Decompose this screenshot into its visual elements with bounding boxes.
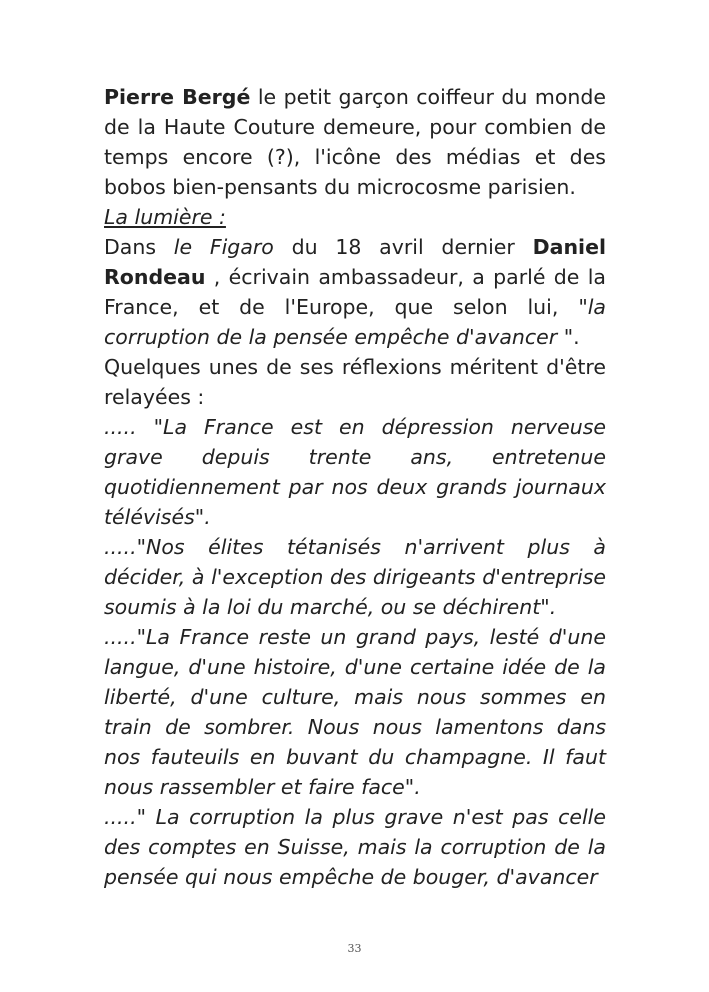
p2-text-4: ". <box>557 325 580 349</box>
section-heading: La lumière : <box>104 205 226 229</box>
p2-text-2: du 18 avril dernier <box>273 235 533 259</box>
quote-paragraph: ....." La corruption la plus grave n'est pas celle des comptes en Suisse, mais la corruption de la pensée qui nous empêche de bouger, d'avancer <box>104 805 606 889</box>
rondeau-paragraph <box>104 232 606 352</box>
document-body <box>104 82 606 892</box>
intro-text: le petit garçon coiffeur du monde de la Haute Couture demeure, pour combien de temps encore (?), l'icône des médias et des bobos bien-pensants du microcosme parisien. <box>104 85 606 199</box>
newspaper-title: le Figaro <box>173 235 274 259</box>
page-number: 33 <box>347 942 362 955</box>
intro-paragraph <box>104 82 606 202</box>
p2-text-3: , écrivain ambassadeur, a parlé de la France, et de l'Europe, que selon lui, <box>104 265 606 319</box>
relay-paragraph: Quelques unes de ses réflexions méritent d'être relayées : <box>104 355 606 409</box>
person-name: Pierre Bergé <box>104 85 251 109</box>
quote-paragraph: ..... "La France est en dépression nerveuse grave depuis trente ans, entretenue quotidiennement par nos deux grands journaux télévisés". <box>104 415 606 529</box>
author-name: Daniel Rondeau <box>104 235 607 289</box>
quote-paragraph: ....."La France reste un grand pays, lesté d'une langue, d'une histoire, d'une certaine idée de la liberté, d'une culture, mais nous sommes en train de sombrer. Nous nous lamentons dans nos fauteuils en buvant du champagne. Il faut nous rassembler et faire face". <box>104 625 606 799</box>
p2-quote: "la corruption de la pensée empêche d'avancer <box>104 295 606 349</box>
quote-paragraph: ....."Nos élites tétanisés n'arrivent plus à décider, à l'exception des dirigeants d'entreprise soumis à la loi du marché, ou se déchirent". <box>104 535 606 619</box>
p2-text-1: Dans <box>104 235 174 259</box>
